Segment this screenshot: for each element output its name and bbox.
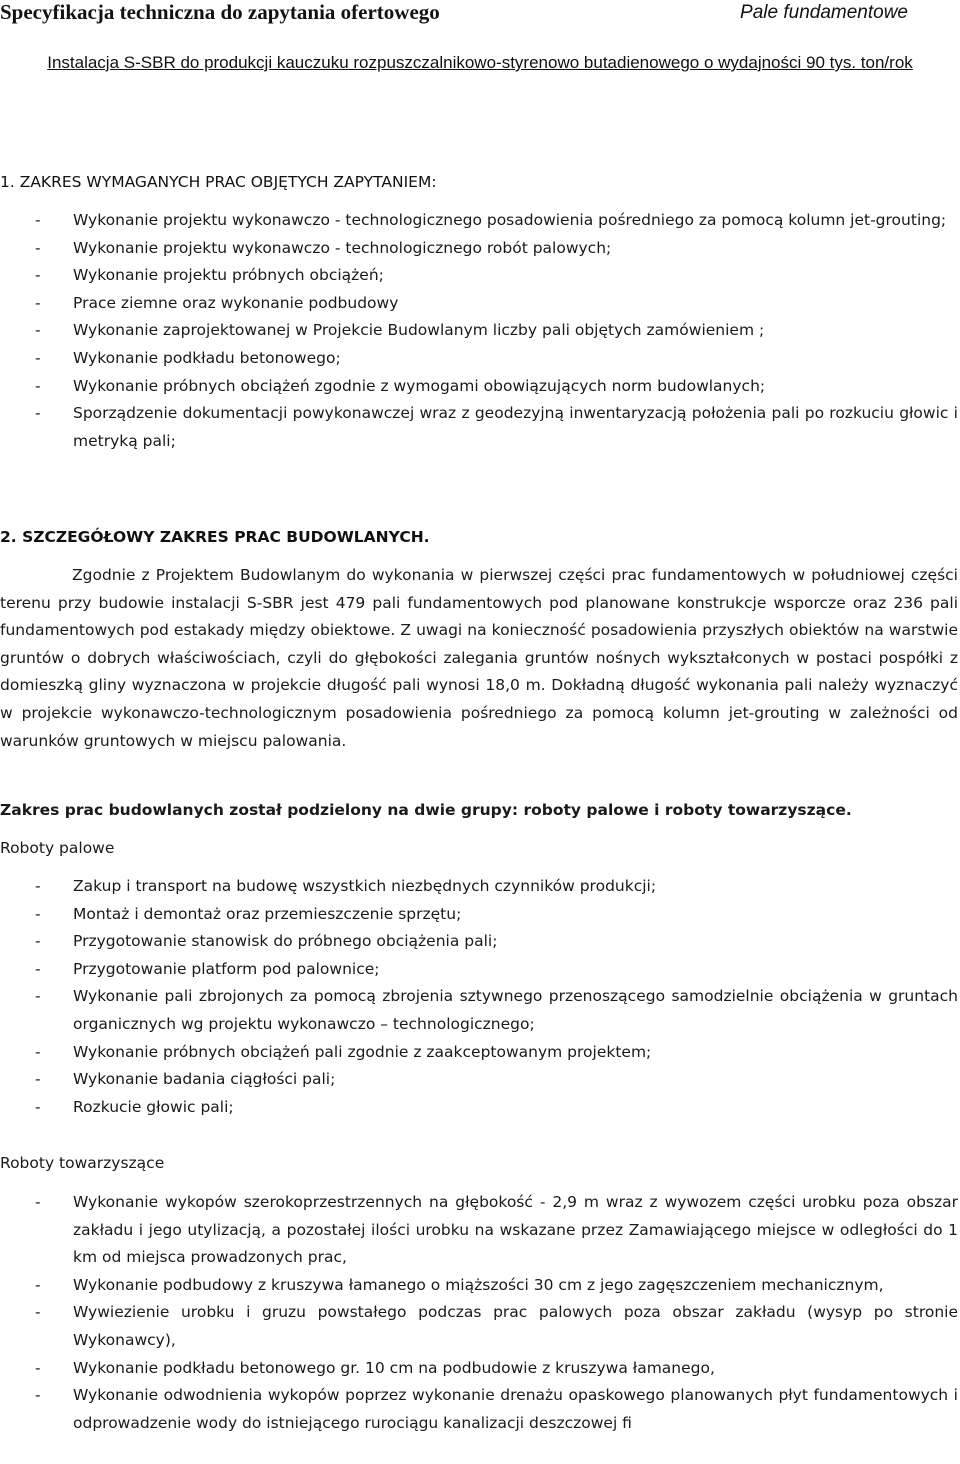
list-item-text: Wykonanie wykopów szerokoprzestrzennych na głębokość - 2,9 m wraz z wywozem części urobku poza obszar zakładu i jego utylizacją, a pozostałej ilości urobku na wskazane przez Zamawiającego miejsce w odległości do 1 km od miejsca prowadzonych prac, [73, 1193, 958, 1267]
list-item-text: Wykonanie podkładu betonowego; [73, 348, 341, 367]
aux-works-item [0, 1189, 960, 1272]
document-topic: Pale fundamentowe [740, 2, 908, 23]
aux-works-item [0, 1355, 960, 1383]
list-dash: - [35, 1070, 41, 1089]
list-item-text: Wywiezienie urobku i gruzu powstałego podczas prac palowych poza obszar zakładu (wysyp po stronie Wykonawcy), [73, 1303, 958, 1349]
pile-works-item [0, 956, 960, 984]
section-1-item [0, 262, 960, 290]
pile-works-item [0, 873, 960, 901]
list-item-text: Wykonanie podbudowy z kruszywa łamanego o miąższości 30 cm z jego zagęszczeniem mechanicznym, [73, 1275, 884, 1294]
section-1-item [0, 207, 960, 235]
list-dash: - [35, 1193, 41, 1211]
section-1-item [0, 400, 960, 455]
list-dash: - [35, 1386, 41, 1405]
section-1-item [0, 345, 960, 373]
list-item-text: Wykonanie projektu próbnych obciążeń; [73, 266, 384, 285]
list-item-text: Sporządzenie dokumentacji powykonawczej wraz z geodezyjną inwentaryzacją położenia pali po rozkuciu głowic i metryką pali; [73, 404, 958, 450]
pile-works-item [0, 901, 960, 929]
list-item-text: Wykonanie zaprojektowanej w Projekcie Budowlanym liczby pali objętych zamówieniem ; [73, 321, 765, 340]
list-dash: - [35, 877, 41, 895]
list-item-text: Wykonanie projektu wykonawczo - technologicznego robót palowych; [73, 238, 612, 257]
aux-works-item [0, 1272, 960, 1300]
section-1-item [0, 317, 960, 345]
list-item-text: Wykonanie projektu wykonawczo - technologicznego posadowienia pośredniego za pomocą kolumn jet-grouting; [73, 211, 947, 229]
list-dash: - [35, 987, 41, 1006]
list-item-text: Zakup i transport na budowę wszystkich niezbędnych czynników produkcji; [73, 877, 657, 895]
list-dash: - [35, 238, 41, 257]
list-item-text: Rozkucie głowic pali; [73, 1097, 234, 1116]
document-title: Specyfikacja techniczna do zapytania ofertowego [0, 0, 440, 24]
list-item-text: Przygotowanie platform pod palownice; [73, 959, 380, 978]
section-1-item [0, 290, 960, 318]
section-1-list [0, 207, 960, 455]
list-item-text: Przygotowanie stanowisk do próbnego obciążenia pali; [73, 932, 498, 951]
pile-works-item [0, 928, 960, 956]
section-2-paragraph: Zgodnie z Projektem Budowlanym do wykonania w pierwszej części prac fundamentowych w południowej części terenu przy budowie instalacji S-SBR jest 479 pali fundamentowych pod planowane konstrukcje wsporcze oraz 236 pali fundamentowych pod estakady między obiektowe. Z uwagi na konieczność posadowienia przyszłych obiektów na warstwie gruntów o dobrych właściwościach, czyli do głębokości zalegania gruntów nośnych wykształconych w postaci pospółki z domieszką gliny wyznaczona w projekcie długość pali wynosi 18,0 m. Dokładną długość wykonania pali należy wyznaczyć w projekcie wykonawczo-technologicznym posadowienia pośredniego za pomocą kolumn jet-grouting w zależności od warunków gruntowych w miejscu palowania. [0, 566, 958, 750]
pile-works-list [0, 873, 960, 1121]
list-item-text: Wykonanie podkładu betonowego gr. 10 cm na podbudowie z kruszywa łamanego, [73, 1358, 715, 1377]
aux-works-item [0, 1382, 960, 1437]
list-dash: - [35, 321, 41, 340]
aux-works-item [0, 1299, 960, 1354]
list-dash: - [35, 266, 41, 285]
list-dash: - [35, 1358, 41, 1377]
list-item-text: Wykonanie badania ciągłości pali; [73, 1070, 336, 1089]
pile-works-item [0, 1094, 960, 1122]
list-dash: - [35, 932, 41, 951]
list-dash: - [35, 404, 41, 423]
list-dash: - [35, 293, 41, 312]
section-1-heading: 1. ZAKRES WYMAGANYCH PRAC OBJĘTYCH ZAPYTANIEM: [0, 173, 437, 191]
list-dash: - [35, 1042, 41, 1061]
list-dash: - [35, 376, 41, 395]
aux-works-list [0, 1189, 960, 1437]
groups-line: Zakres prac budowlanych został podzielony na dwie grupy: roboty palowe i roboty towarzyszące. [0, 801, 852, 819]
section-1-item [0, 373, 960, 401]
list-dash: - [35, 348, 41, 367]
section-1-item [0, 235, 960, 263]
list-item-text: Montaż i demontaż oraz przemieszczenie sprzętu; [73, 904, 462, 923]
document-subtitle: Instalacja S-SBR do produkcji kauczuku rozpuszczalnikowo-styrenowo butadienowego o wydajności 90 tys. ton/rok [47, 53, 913, 72]
pile-works-item [0, 1039, 960, 1067]
pile-works-item [0, 983, 960, 1038]
list-item-text: Wykonanie odwodnienia wykopów poprzez wykonanie drenażu opaskowego planowanych płyt fundamentowych i odprowadzenie wody do istniejącego rurociągu kanalizacji deszczowej fi [73, 1386, 958, 1432]
list-dash: - [35, 959, 41, 978]
pile-works-item [0, 1066, 960, 1094]
section-2-heading: 2. SZCZEGÓŁOWY ZAKRES PRAC BUDOWLANYCH. [0, 528, 430, 546]
list-dash: - [35, 211, 41, 229]
list-dash: - [35, 1303, 41, 1322]
list-dash: - [35, 904, 41, 923]
aux-works-heading: Roboty towarzyszące [0, 1154, 165, 1172]
list-item-text: Wykonanie próbnych obciążeń zgodnie z wymogami obowiązujących norm budowlanych; [73, 376, 766, 395]
list-dash: - [35, 1097, 41, 1116]
pile-works-heading: Roboty palowe [0, 839, 115, 857]
list-item-text: Wykonanie pali zbrojonych za pomocą zbrojenia sztywnego przenoszącego samodzielnie obciążenia w gruntach organicznych wg projektu wykonawczo – technologicznego; [73, 987, 958, 1033]
list-item-text: Wykonanie próbnych obciążeń pali zgodnie z zaakceptowanym projektem; [73, 1042, 652, 1061]
list-dash: - [35, 1275, 41, 1294]
list-item-text: Prace ziemne oraz wykonanie podbudowy [73, 293, 399, 312]
